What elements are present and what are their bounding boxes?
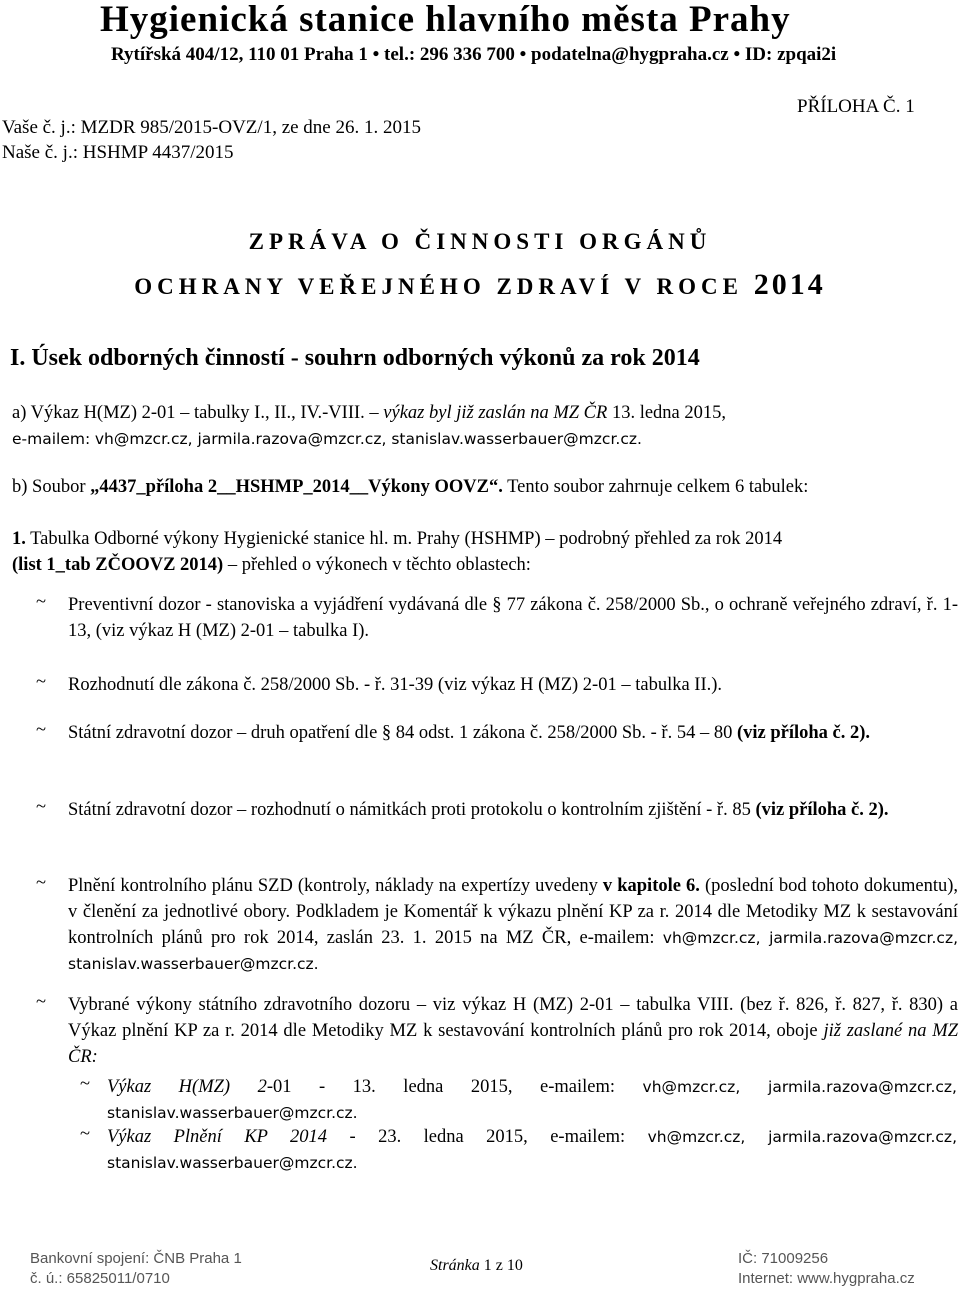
bullet-mails: vh@mzcr.cz, jarmila.razova@mzcr.cz, stanislav.wasserbauer@mzcr.cz. (68, 929, 959, 973)
bullet-item: Preventivní dozor - stanoviska a vyjádření vydávaná dle § 77 zákona č. 258/2000 Sb., o ochraně veřejného zdraví, ř. 1-13, (viz výkaz H (MZ) 2-01 – tabulka I). (68, 595, 958, 641)
footer-ico: IČ: 71009256 (738, 1250, 829, 1267)
para-a-mail-prefix: e-mailem: (12, 430, 91, 448)
bullet-item (68, 797, 958, 823)
report-heading-line1: ZPRÁVA O ČINNOSTI ORGÁNŮ (248, 229, 712, 254)
your-reference: Vaše č. j.: MZDR 985/2015-OVZ/1, ze dne 26. 1. 2015 (2, 117, 421, 138)
item-1 (12, 526, 960, 578)
bullet-text: Státní zdravotní dozor – rozhodnutí o námitkách proti protokolu o kontrolním zjištění - ř. 85 (68, 800, 751, 820)
footer-account: č. ú.: 65825011/0710 (30, 1270, 170, 1287)
sub-bullet-item (107, 1124, 957, 1176)
para-a-italic: – výkaz byl již zaslán na MZ ČR (369, 403, 608, 423)
paragraph-b (12, 474, 960, 500)
para-a-lead: a) Výkaz H(MZ) 2-01 – tabulky I., II., IV.-VIII. (12, 403, 365, 423)
item-1-bold: (list 1_tab ZČOOVZ 2014) (12, 555, 224, 575)
report-heading-text: OCHRANY VEŘEJNÉHO ZDRAVÍ V ROCE (134, 274, 743, 299)
sub-bullet-item (107, 1074, 957, 1126)
annex-label: PŘÍLOHA Č. 1 (797, 96, 915, 117)
sub-bullet-text: - 23. ledna 2015, e-mailem: (349, 1127, 626, 1147)
item-1-number: 1. (12, 529, 26, 549)
footer-contact (738, 1249, 915, 1289)
our-reference: Naše č. j.: HSHMP 4437/2015 (2, 142, 234, 163)
footer-page: 1 z 10 (483, 1257, 523, 1274)
bullet-symbol: ~ (36, 797, 47, 817)
bullet-item: Rozhodnutí dle zákona č. 258/2000 Sb. - ř. 31-39 (viz výkaz H (MZ) 2-01 – tabulka II.). (68, 675, 723, 695)
footer-bank-info (30, 1249, 242, 1289)
footer-web: Internet: www.hygpraha.cz (738, 1270, 915, 1287)
bullet-symbol: ~ (36, 873, 47, 893)
sub-bullet-mails: vh@mzcr.cz, jarmila.razova@mzcr.cz, stanislav.wasserbauer@mzcr.cz. (107, 1078, 957, 1122)
bullet-symbol: ~ (36, 592, 47, 612)
bullet-item (68, 720, 958, 746)
institution-title: Hygienická stanice hlavního města Prahy (100, 0, 791, 40)
bullet-symbol: ~ (36, 992, 47, 1012)
section-title: I. Úsek odborných činností - souhrn odborných výkonů za rok 2014 (10, 345, 700, 371)
sub-bullet-text: -01 - 13. ledna 2015, e-mailem: (266, 1077, 616, 1097)
para-b-tail: Tento soubor zahrnuje celkem 6 tabulek: (507, 477, 809, 497)
bullet-symbol: ~ (36, 720, 47, 740)
reference-numbers (2, 115, 421, 165)
sub-bullet-italic: Výkaz Plnění KP 2014 (107, 1127, 328, 1147)
institution-address: Rytířská 404/12, 110 01 Praha 1 • tel.: 296 336 700 • podatelna@hygpraha.cz • ID: zpqai2i (111, 44, 837, 65)
bullet-bold-mid: v kapitole 6. (602, 876, 700, 896)
footer-page-number (430, 1257, 523, 1275)
para-b-file: „4437_příloha 2__HSHMP_2014__Výkony OOVZ“. (90, 477, 503, 497)
para-a-mails: vh@mzcr.cz, jarmila.razova@mzcr.cz, stanislav.wasserbauer@mzcr.cz. (94, 430, 642, 448)
bullet-italic-tail: již zaslané na MZ ČR: (68, 1021, 959, 1067)
report-year: 2014 (753, 268, 826, 301)
bullet-bold-tail: (viz příloha č. 2). (736, 723, 871, 743)
report-heading-line2 (0, 268, 960, 302)
bullet-text: Plnění kontrolního plánu SZD (kontroly, náklady na expertízy uvedeny (68, 876, 598, 896)
paragraph-a (12, 400, 960, 452)
sub-bullet-symbol: ~ (80, 1074, 91, 1094)
bullet-item (68, 992, 958, 1070)
item-1-text2: – přehled o výkonech v těchto oblastech: (227, 555, 531, 575)
bullet-bold-tail: (viz příloha č. 2). (755, 800, 889, 820)
bullet-item (68, 873, 958, 977)
bullet-text: Vybrané výkony státního zdravotního dozoru – viz výkaz H (MZ) 2-01 – tabulka VIII. (bez ř. 826, ř. 827, ř. 830) a Výkaz plnění KP za r. 2014 dle Metodiky MZ k sestavování kontrolních plánů pro rok 2014, oboje (68, 995, 958, 1041)
bullet-text-after: (poslední bod tohoto dokumentu), v členění za jednotlivé obory. Podkladem je Komentář k výkazu plnění KP za r. 2014 dle Metodiky MZ k sestavování kontrolních plánů pro rok 2014, zaslán 23. 1. 2015 na MZ ČR, e-mailem: (68, 876, 959, 948)
sub-bullet-symbol: ~ (80, 1124, 91, 1144)
bullet-symbol: ~ (36, 672, 47, 692)
sub-bullet-italic: Výkaz H(MZ) 2 (107, 1077, 267, 1097)
footer-page-label: Stránka (430, 1257, 480, 1274)
footer-bank: Bankovní spojení: ČNB Praha 1 (30, 1250, 242, 1267)
bullet-text: Státní zdravotní dozor – druh opatření dle § 84 odst. 1 zákona č. 258/2000 Sb. - ř. 54 – 80 (68, 723, 733, 743)
item-1-text: Tabulka Odborné výkony Hygienické stanice hl. m. Prahy (HSHMP) – podrobný přehled za rok 2014 (30, 529, 783, 549)
sub-bullet-mails: vh@mzcr.cz, jarmila.razova@mzcr.cz, stanislav.wasserbauer@mzcr.cz. (107, 1128, 957, 1172)
para-b-lead: b) Soubor (12, 477, 86, 497)
para-a-date: 13. ledna 2015, (611, 403, 727, 423)
